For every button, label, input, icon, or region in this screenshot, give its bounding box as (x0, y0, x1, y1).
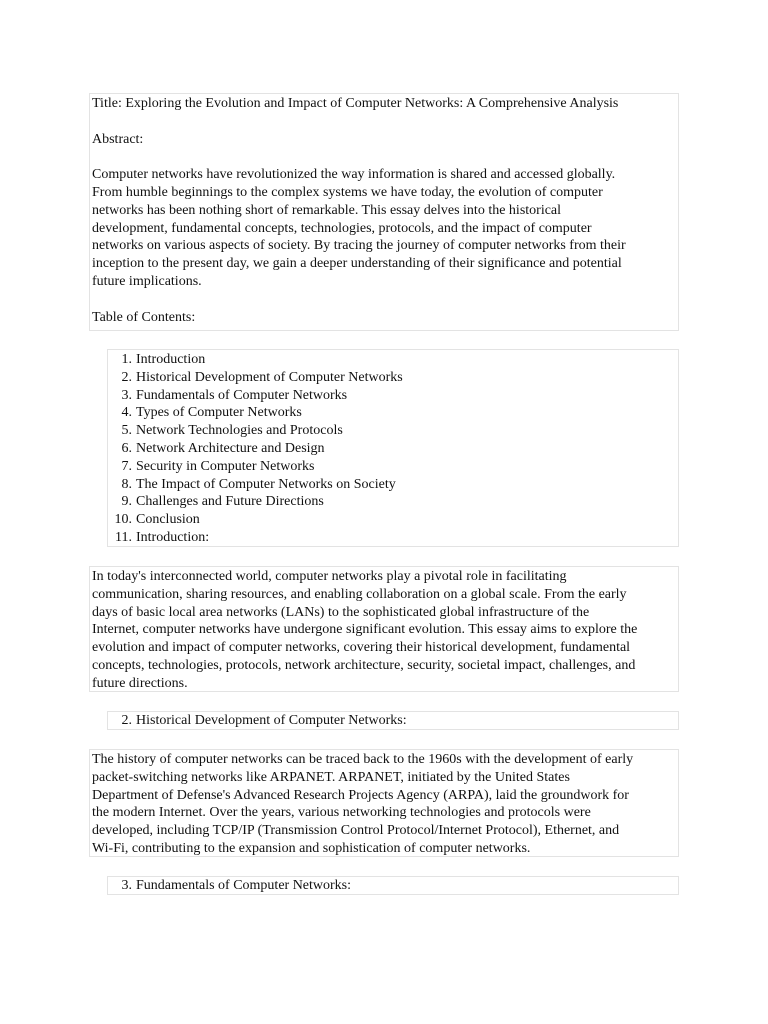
abstract-line: inception to the present day, we gain a deeper understanding of their significance and potential (92, 256, 622, 272)
toc-number: 9. (121, 494, 132, 510)
table-of-contents (107, 349, 679, 547)
toc-list (108, 351, 678, 547)
toc-item (108, 458, 678, 476)
paragraph-line: In today's interconnected world, computer networks play a pivotal role in facilitating (92, 569, 567, 584)
abstract-paragraph (92, 166, 678, 291)
paragraph-line: Wi-Fi, contributing to the expansion and sophistication of computer networks. (92, 840, 531, 856)
toc-item (108, 493, 678, 511)
toc-number: 6. (121, 440, 132, 456)
section-label: Historical Development of Computer Networks: (136, 713, 407, 728)
paragraph-line: concepts, technologies, protocols, network architecture, security, societal impact, challenges, and (92, 657, 636, 673)
paragraph-line: packet-switching networks like ARPANET. ARPANET, initiated by the United States (92, 769, 570, 785)
history-paragraph (89, 749, 679, 857)
spacer (92, 148, 678, 166)
toc-item (108, 529, 678, 547)
abstract-line: Computer networks have revolutionized the way information is shared and accessed globally. (92, 167, 616, 183)
toc-label: Types of Computer Networks (136, 405, 302, 421)
section-heading-row (108, 712, 678, 730)
spacer (92, 291, 678, 309)
toc-number: 10. (114, 512, 132, 528)
abstract-line: development, fundamental concepts, technologies, protocols, and the impact of computer (92, 220, 592, 236)
toc-label: Network Technologies and Protocols (136, 423, 343, 439)
toc-item (108, 511, 678, 529)
paragraph-line: Department of Defense's Advanced Research Projects Agency (ARPA), laid the groundwork for (92, 787, 629, 803)
section-number: 2. (121, 713, 132, 728)
toc-number: 5. (121, 423, 132, 439)
paragraph-line: developed, including TCP/IP (Transmission Control Protocol/Internet Protocol), Ethernet, and (92, 823, 620, 839)
toc-number: 1. (121, 352, 132, 367)
toc-number: 2. (121, 369, 132, 385)
section-label: Fundamentals of Computer Networks: (136, 878, 352, 893)
toc-item (108, 404, 678, 422)
abstract-line: future implications. (92, 273, 202, 289)
title-abstract-block (89, 93, 679, 331)
abstract-line: networks has been nothing short of remarkable. This essay delves into the historical (92, 202, 562, 218)
toc-number: 7. (121, 458, 132, 474)
toc-number: 11. (115, 529, 132, 545)
toc-number: 8. (121, 476, 132, 492)
toc-item (108, 387, 678, 405)
paragraph-line: future directions. (92, 675, 188, 691)
toc-label: Historical Development of Computer Networks (136, 369, 403, 385)
paragraph-line: evolution and impact of computer networks, covering their historical development, fundamental (92, 640, 631, 656)
toc-label: Introduction (136, 352, 206, 367)
spacer (92, 113, 678, 131)
paragraph-line: days of basic local area networks (LANs) to the sophisticated global infrastructure of the (92, 604, 590, 620)
toc-label: Challenges and Future Directions (136, 494, 324, 510)
toc-label: Security in Computer Networks (136, 458, 315, 474)
paragraph-line: The history of computer networks can be traced back to the 1960s with the development of early (92, 752, 634, 767)
toc-heading: Table of Contents: (92, 309, 196, 325)
abstract-line: networks on various aspects of society. By tracing the journey of computer networks from their (92, 238, 626, 254)
section-heading-3 (107, 876, 679, 895)
section-heading-2 (107, 711, 679, 730)
toc-label: Introduction: (136, 529, 210, 545)
paragraph-line: the modern Internet. Over the years, various networking technologies and protocols were (92, 805, 591, 821)
section-number: 3. (121, 878, 132, 893)
toc-label: Network Architecture and Design (136, 440, 325, 456)
toc-item (108, 369, 678, 387)
paragraph-line: communication, sharing resources, and enabling collaboration on a global scale. From the early (92, 586, 627, 602)
toc-item (108, 422, 678, 440)
section-heading-row (108, 877, 678, 895)
toc-number: 4. (121, 405, 132, 421)
toc-item (108, 476, 678, 494)
introduction-paragraph (89, 566, 679, 692)
toc-item (108, 440, 678, 458)
toc-label: Conclusion (136, 512, 200, 528)
abstract-line: From humble beginnings to the complex systems we have today, the evolution of computer (92, 184, 603, 200)
paragraph-line: Internet, computer networks have undergone significant evolution. This essay aims to explore the (92, 622, 638, 638)
toc-label: Fundamentals of Computer Networks (136, 387, 348, 403)
document-title: Title: Exploring the Evolution and Impact of Computer Networks: A Comprehensive Analysis (92, 96, 619, 111)
toc-label: The Impact of Computer Networks on Society (136, 476, 396, 492)
toc-item (108, 351, 678, 369)
abstract-heading: Abstract: (92, 131, 144, 147)
toc-number: 3. (121, 387, 132, 403)
